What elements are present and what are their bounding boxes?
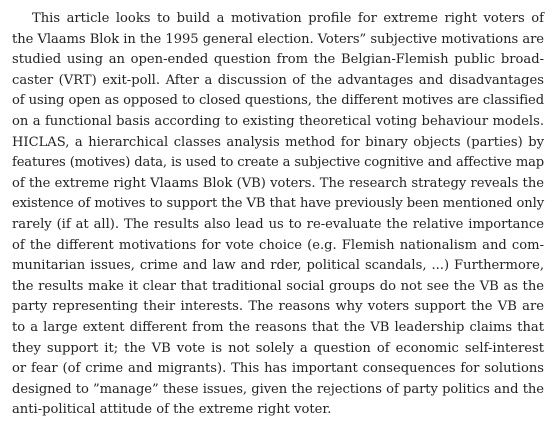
abstract-line: caster (VRT) exit-poll. After a discussion of the advantages and disadvantages (12, 72, 544, 88)
abstract-line: munitarian issues, crime and law and rder, political scandals, ...) Furthermore, (12, 258, 544, 274)
abstract-line: to a large extent different from the reasons that the VB leadership claims that (12, 319, 544, 335)
abstract-line: the results make it clear that traditional social groups do not see the VB as the (12, 278, 544, 294)
abstract-line: anti-political attitude of the extreme right voter. (12, 402, 332, 418)
abstract-line: party representing their interests. The reasons why voters support the VB are (12, 299, 544, 315)
abstract-line: they support it; the VB vote is not solely a question of economic self-interest (12, 340, 544, 356)
abstract-line: features (motives) data, is used to create a subjective cognitive and affective map (12, 155, 544, 171)
abstract-paragraph (12, 9, 544, 421)
abstract-line: studied using an open-ended question from the Belgian-Flemish public broad- (12, 52, 544, 68)
abstract-line: of the different motivations for vote choice (e.g. Flemish nationalism and com- (12, 237, 544, 253)
abstract-line: rarely (if at all). The results also lead us to re-evaluate the relative importance (12, 216, 544, 232)
abstract-line: existence of motives to support the VB that have previously been mentioned only (12, 196, 544, 212)
abstract-line: the Vlaams Blok in the 1995 general election. Voters” subjective motivations are (12, 31, 544, 47)
abstract-line: HICLAS, a hierarchical classes analysis method for binary objects (parties) by (12, 134, 544, 150)
abstract-line: of the extreme right Vlaams Blok (VB) voters. The research strategy reveals the (12, 175, 544, 191)
abstract-line: of using open as opposed to closed questions, the different motives are classified (12, 93, 544, 109)
abstract-line: This article looks to build a motivation profile for extreme right voters of (32, 11, 544, 26)
abstract-line: designed to ”manage” these issues, given the rejections of party politics and the (12, 381, 544, 397)
abstract-line: on a functional basis according to existing theoretical voting behaviour models. (12, 113, 544, 129)
abstract-line: or fear (of crime and migrants). This has important consequences for solutions (12, 361, 544, 377)
